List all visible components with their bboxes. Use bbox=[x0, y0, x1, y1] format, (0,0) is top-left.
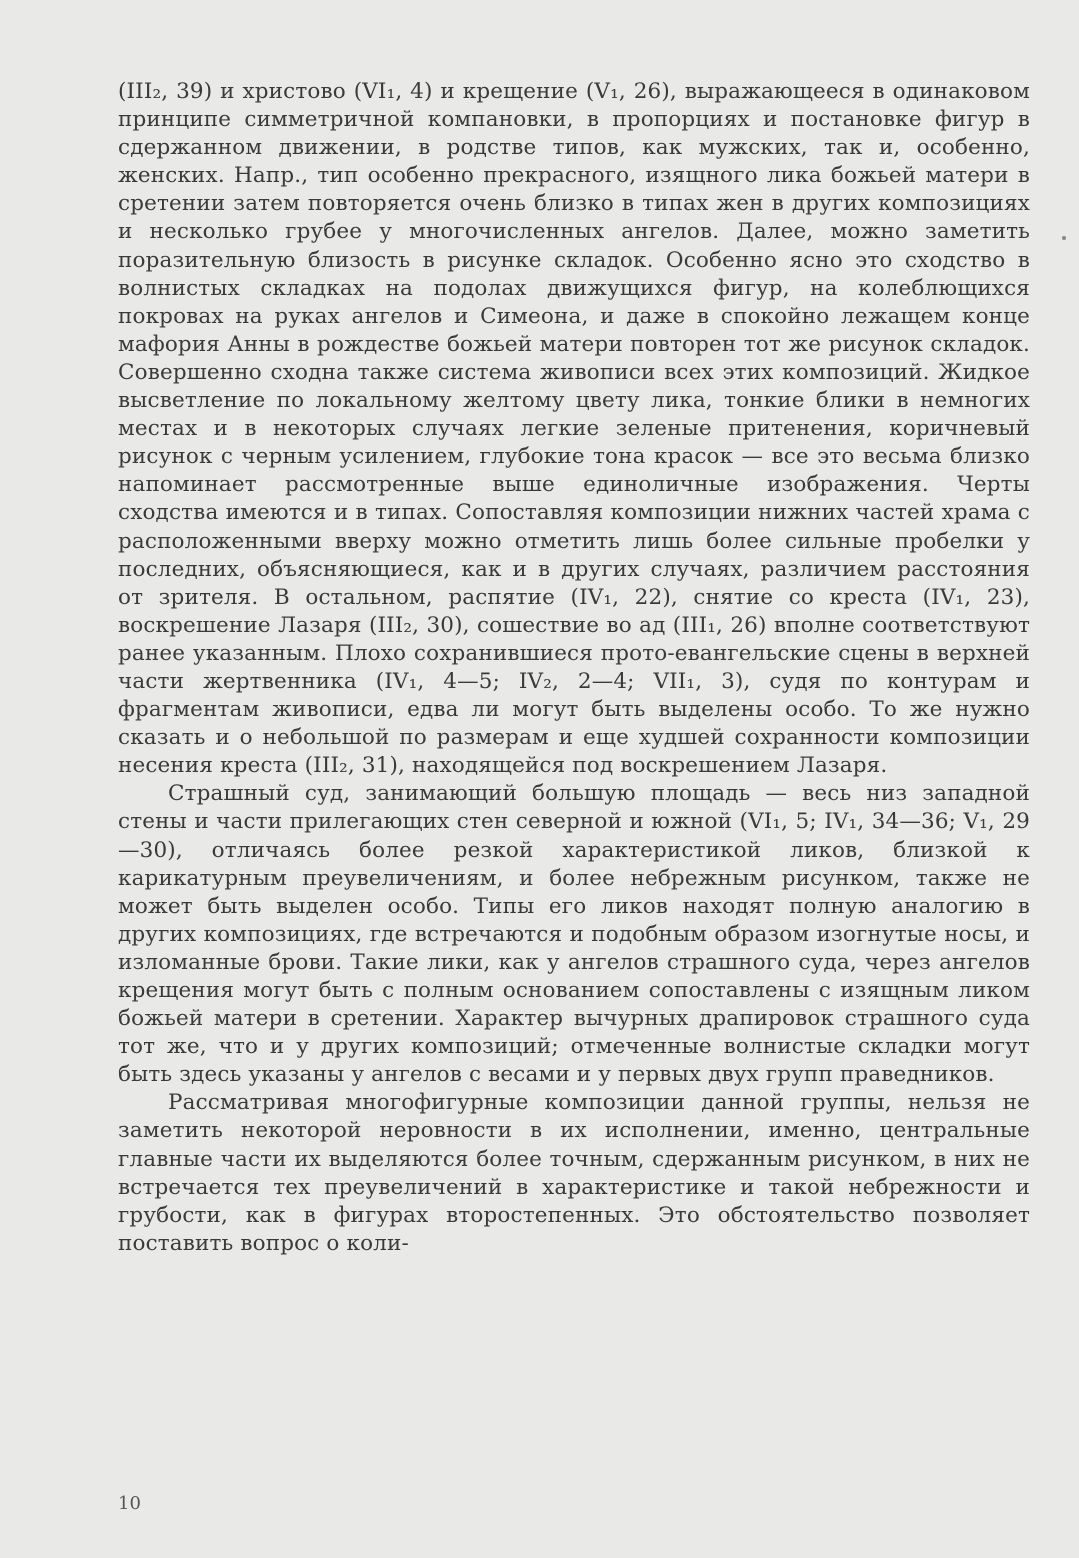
scan-speck bbox=[1062, 236, 1066, 240]
paragraph-1: (III₂, 39) и христово (VI₁, 4) и крещение (V₁, 26), выражающееся в одинаковом принципе симметричной компановки, в пропорциях и постановке фигур в сдержанном движении, в родстве типов, как мужских, так и, особенно, женских. Напр., тип особенно прекрасного, изящного лика божьей матери в сретении затем повторяется очень близко в типах жен в других композициях и несколько грубее у многочисленных ангелов. Далее, можно заметить поразительную близость в рисунке складок. Особенно ясно это сходство в волнистых складках на подолах движущихся фигур, на колеблющихся покровах на руках ангелов и Симеона, и даже в спокойно лежащем конце мафория Анны в рождестве божьей матери повторен тот же рисунок складок. Совершенно сходна также система живописи всех этих композиций. Жидкое высветление по локальному желтому цвету лика, тонкие блики в немногих местах и в некоторых случаях легкие зеленые притенения, коричневый рисунок с черным усилением, глубокие тона красок — все это весьма близко напоминает рассмотренные выше единоличные изображения. Черты сходства имеются и в типах. Сопоставляя композиции нижних частей храма с расположенными вверху можно отметить лишь более сильные пробелки у последних, объясняющиеся, как и в других случаях, различием расстояния от зрителя. В остальном, распятие (IV₁, 22), снятие со креста (IV₁, 23), воскрешение Лазаря (III₂, 30), сошествие во ад (III₁, 26) вполне соответствуют ранее указанным. Плохо сохранившиеся прото-евангельские сцены в верхней части жертвенника (IV₁, 4—5; IV₂, 2—4; VII₁, 3), судя по контурам и фрагментам живописи, едва ли могут быть выделены особо. То же нужно сказать и о небольшой по размерам и еще худшей сохранности композиции несения креста (III₂, 31), находящейся под воскрешением Лазаря. bbox=[118, 79, 1030, 779]
body-text bbox=[118, 78, 1030, 1258]
paragraph-3: Рассматривая многофигурные композиции данной группы, нельзя не заметить некоторой неровности в их исполнении, именно, центральные главные части их выделяются более точным, сдержанным рисунком, в них не встречается тех преувеличений в характеристике и такой небрежности и грубости, как в фигурах второстепенных. Это обстоятельство позволяет поставить вопрос о коли- bbox=[118, 1090, 1030, 1256]
page-number: 10 bbox=[118, 1493, 141, 1514]
paragraph-2: Страшный суд, занимающий большую площадь — весь низ западной стены и части прилегающих стен северной и южной (VI₁, 5; IV₁, 34—36; V₁, 29—30), отличаясь более резкой характеристикой ликов, близкой к карикатурным преувеличениям, и более небрежным рисунком, также не может быть выделен особо. Типы его ликов находят полную аналогию в других композициях, где встречаются и подобным образом изогнутые носы, и изломанные брови. Такие лики, как у ангелов страшного суда, через ангелов крещения могут быть с полным основанием сопоставлены с изящным ликом божьей матери в сретении. Характер вычурных драпировок страшного суда тот же, что и у других композиций; отмеченные волнистые складки могут быть здесь указаны у ангелов с весами и у первых двух групп праведников. bbox=[118, 781, 1030, 1088]
